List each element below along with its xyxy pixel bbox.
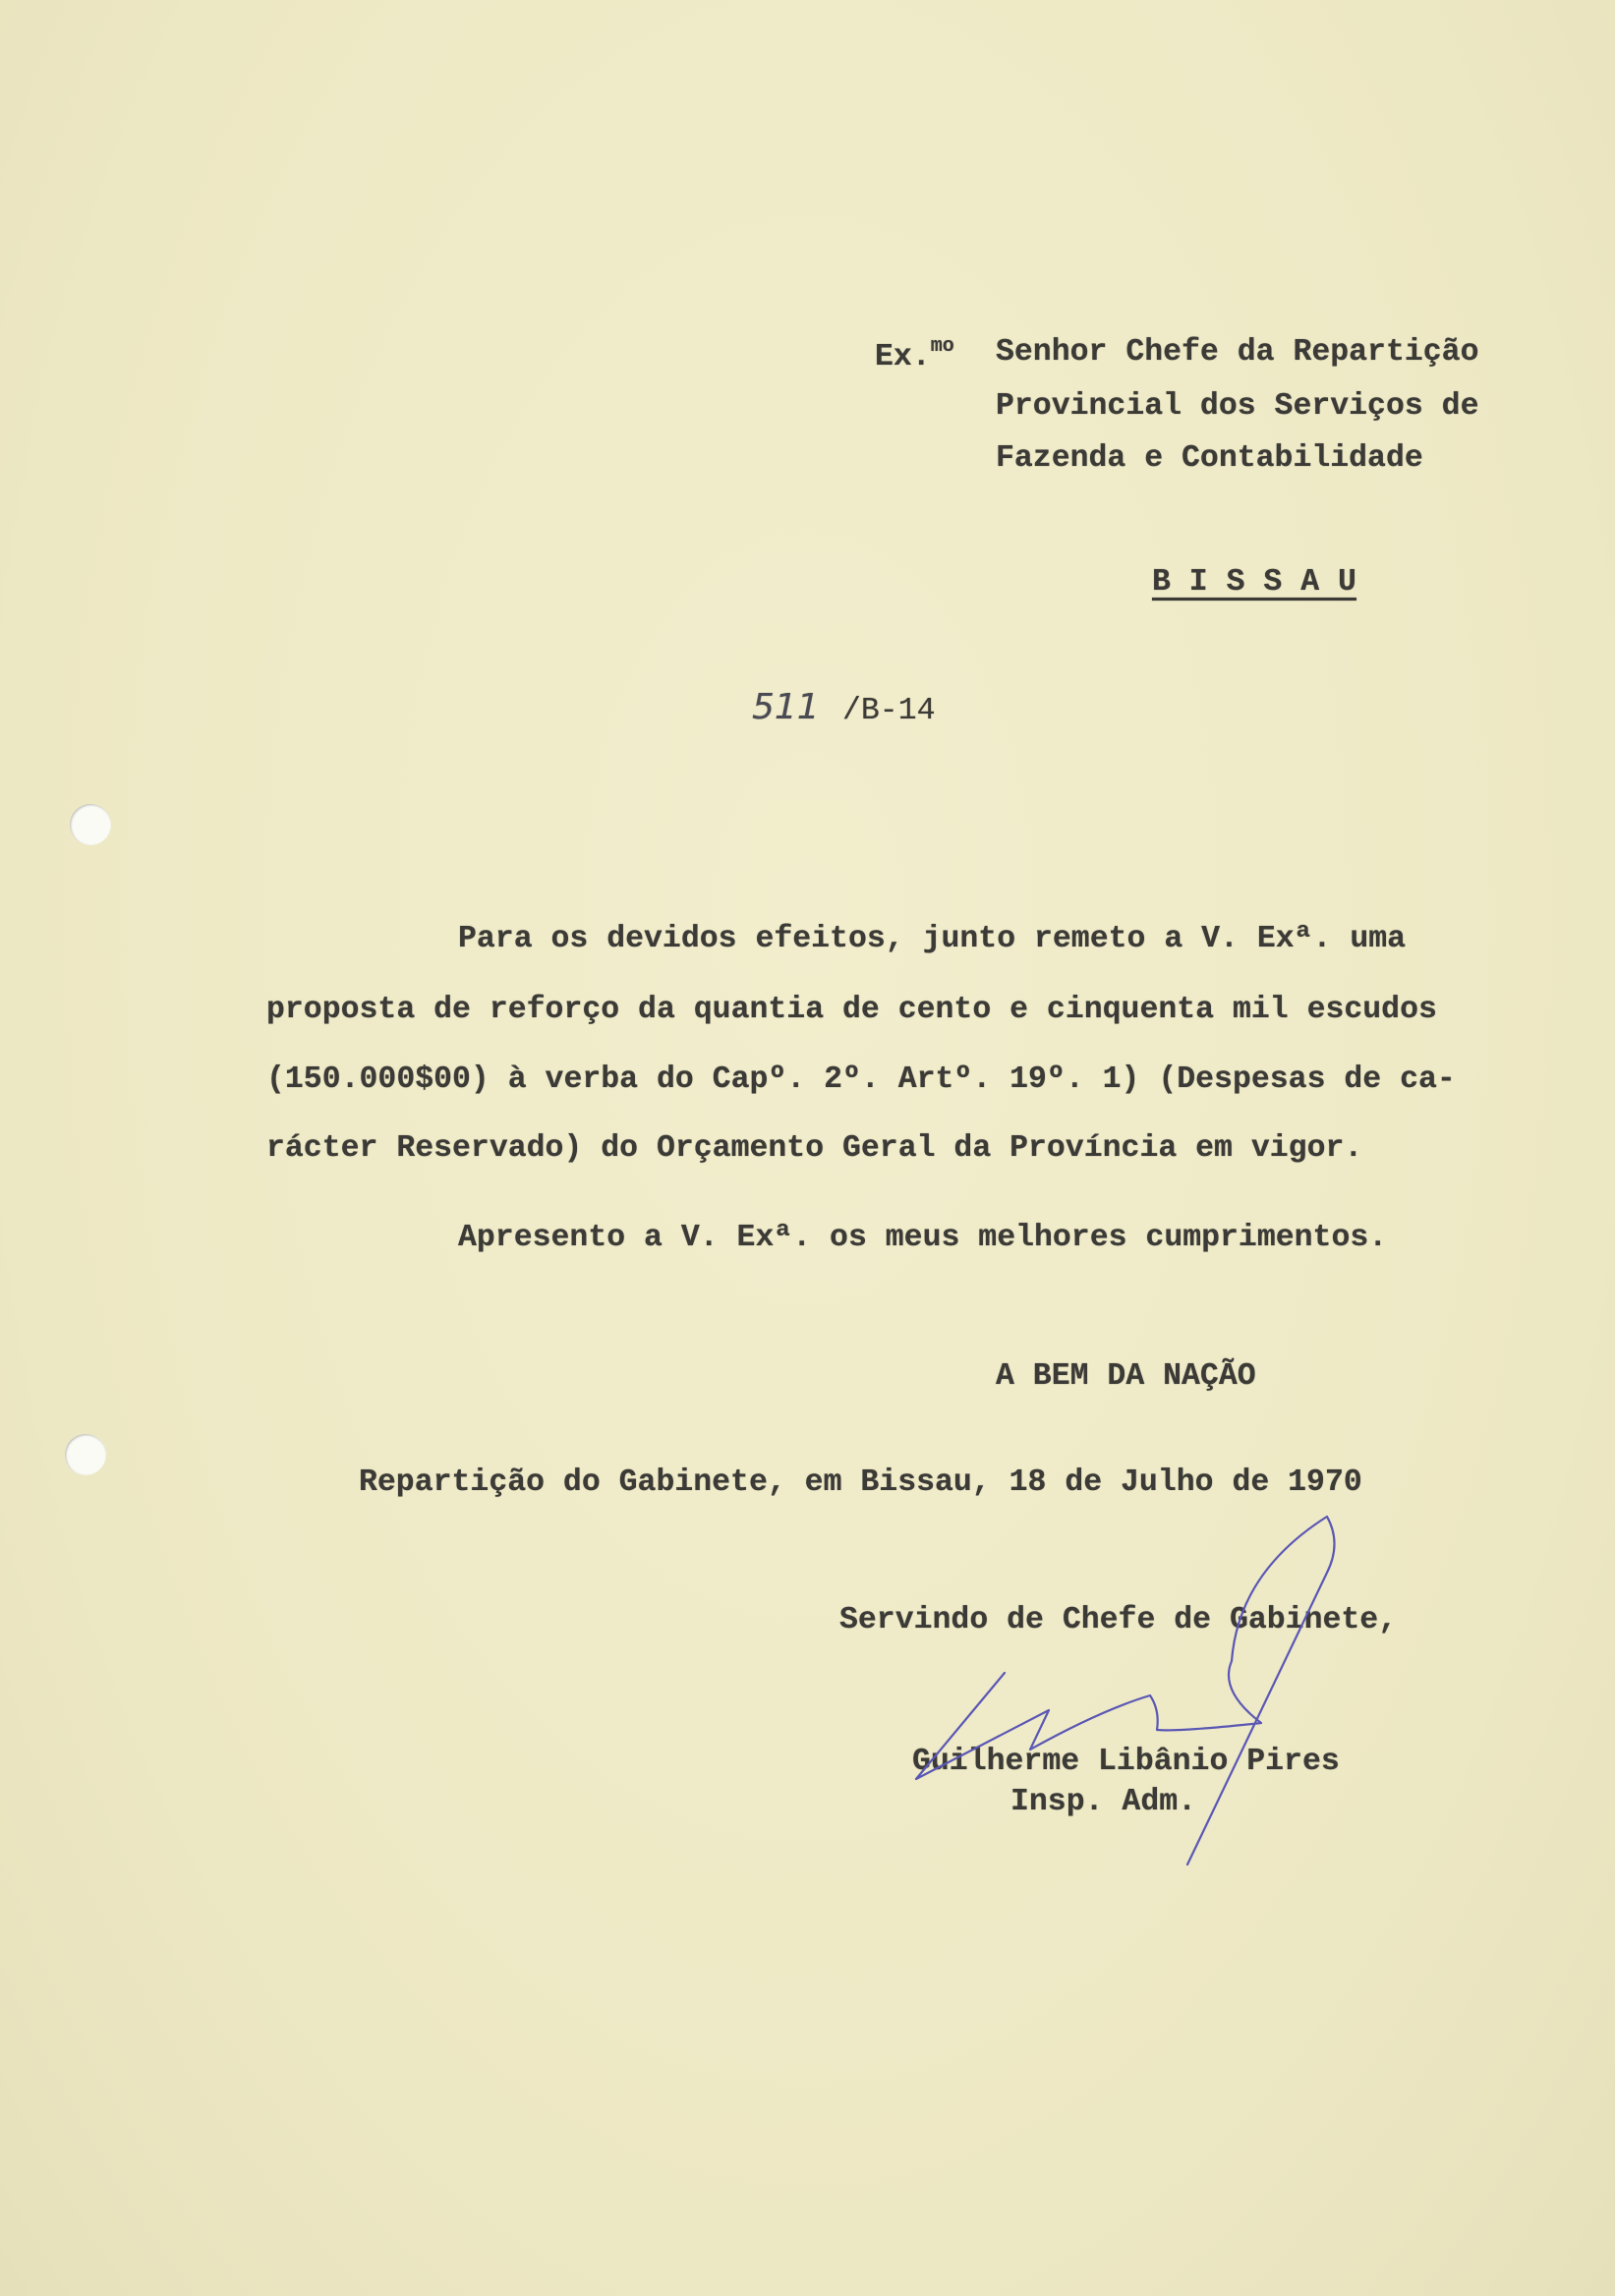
place-date: Repartição do Gabinete, em Bissau, 18 de Julho de 1970 — [359, 1465, 1362, 1500]
closing-line: Apresento a V. Exª. os meus melhores cumprimentos. — [458, 1221, 1388, 1255]
addressee-salutation: Ex.$^{mo}$ — [875, 335, 954, 374]
addressee-city: B I S S A U — [1152, 565, 1356, 600]
motto: A BEM DA NAÇÃO — [996, 1359, 1256, 1394]
signatory-title: Insp. Adm. — [1010, 1785, 1197, 1819]
body-line: rácter Reservado) do Orçamento Geral da Província em vigor. — [266, 1131, 1363, 1166]
addressee-line: Provincial dos Serviços de — [996, 389, 1479, 424]
addressee-line: Fazenda e Contabilidade — [996, 441, 1423, 476]
addressee-line: Senhor Chefe da Repartição — [996, 335, 1479, 370]
handwritten-reference-number: 511 — [752, 687, 820, 727]
reference-code: /B-14 — [842, 694, 936, 728]
signatory-name: Guilherme Libânio Pires — [912, 1745, 1340, 1779]
signature-stroke — [916, 1517, 1335, 1865]
body-line: Para os devidos efeitos, junto remeto a V. Exª. uma — [458, 922, 1407, 956]
signatory-role: Servindo de Chefe de Gabinete, — [839, 1603, 1398, 1637]
body-line: proposta de reforço da quantia de cento e cinquenta mil escudos — [266, 993, 1437, 1027]
body-line: (150.000$00) à verba do Capº. 2º. Artº. 19º. 1) (Despesas de ca- — [266, 1062, 1456, 1097]
